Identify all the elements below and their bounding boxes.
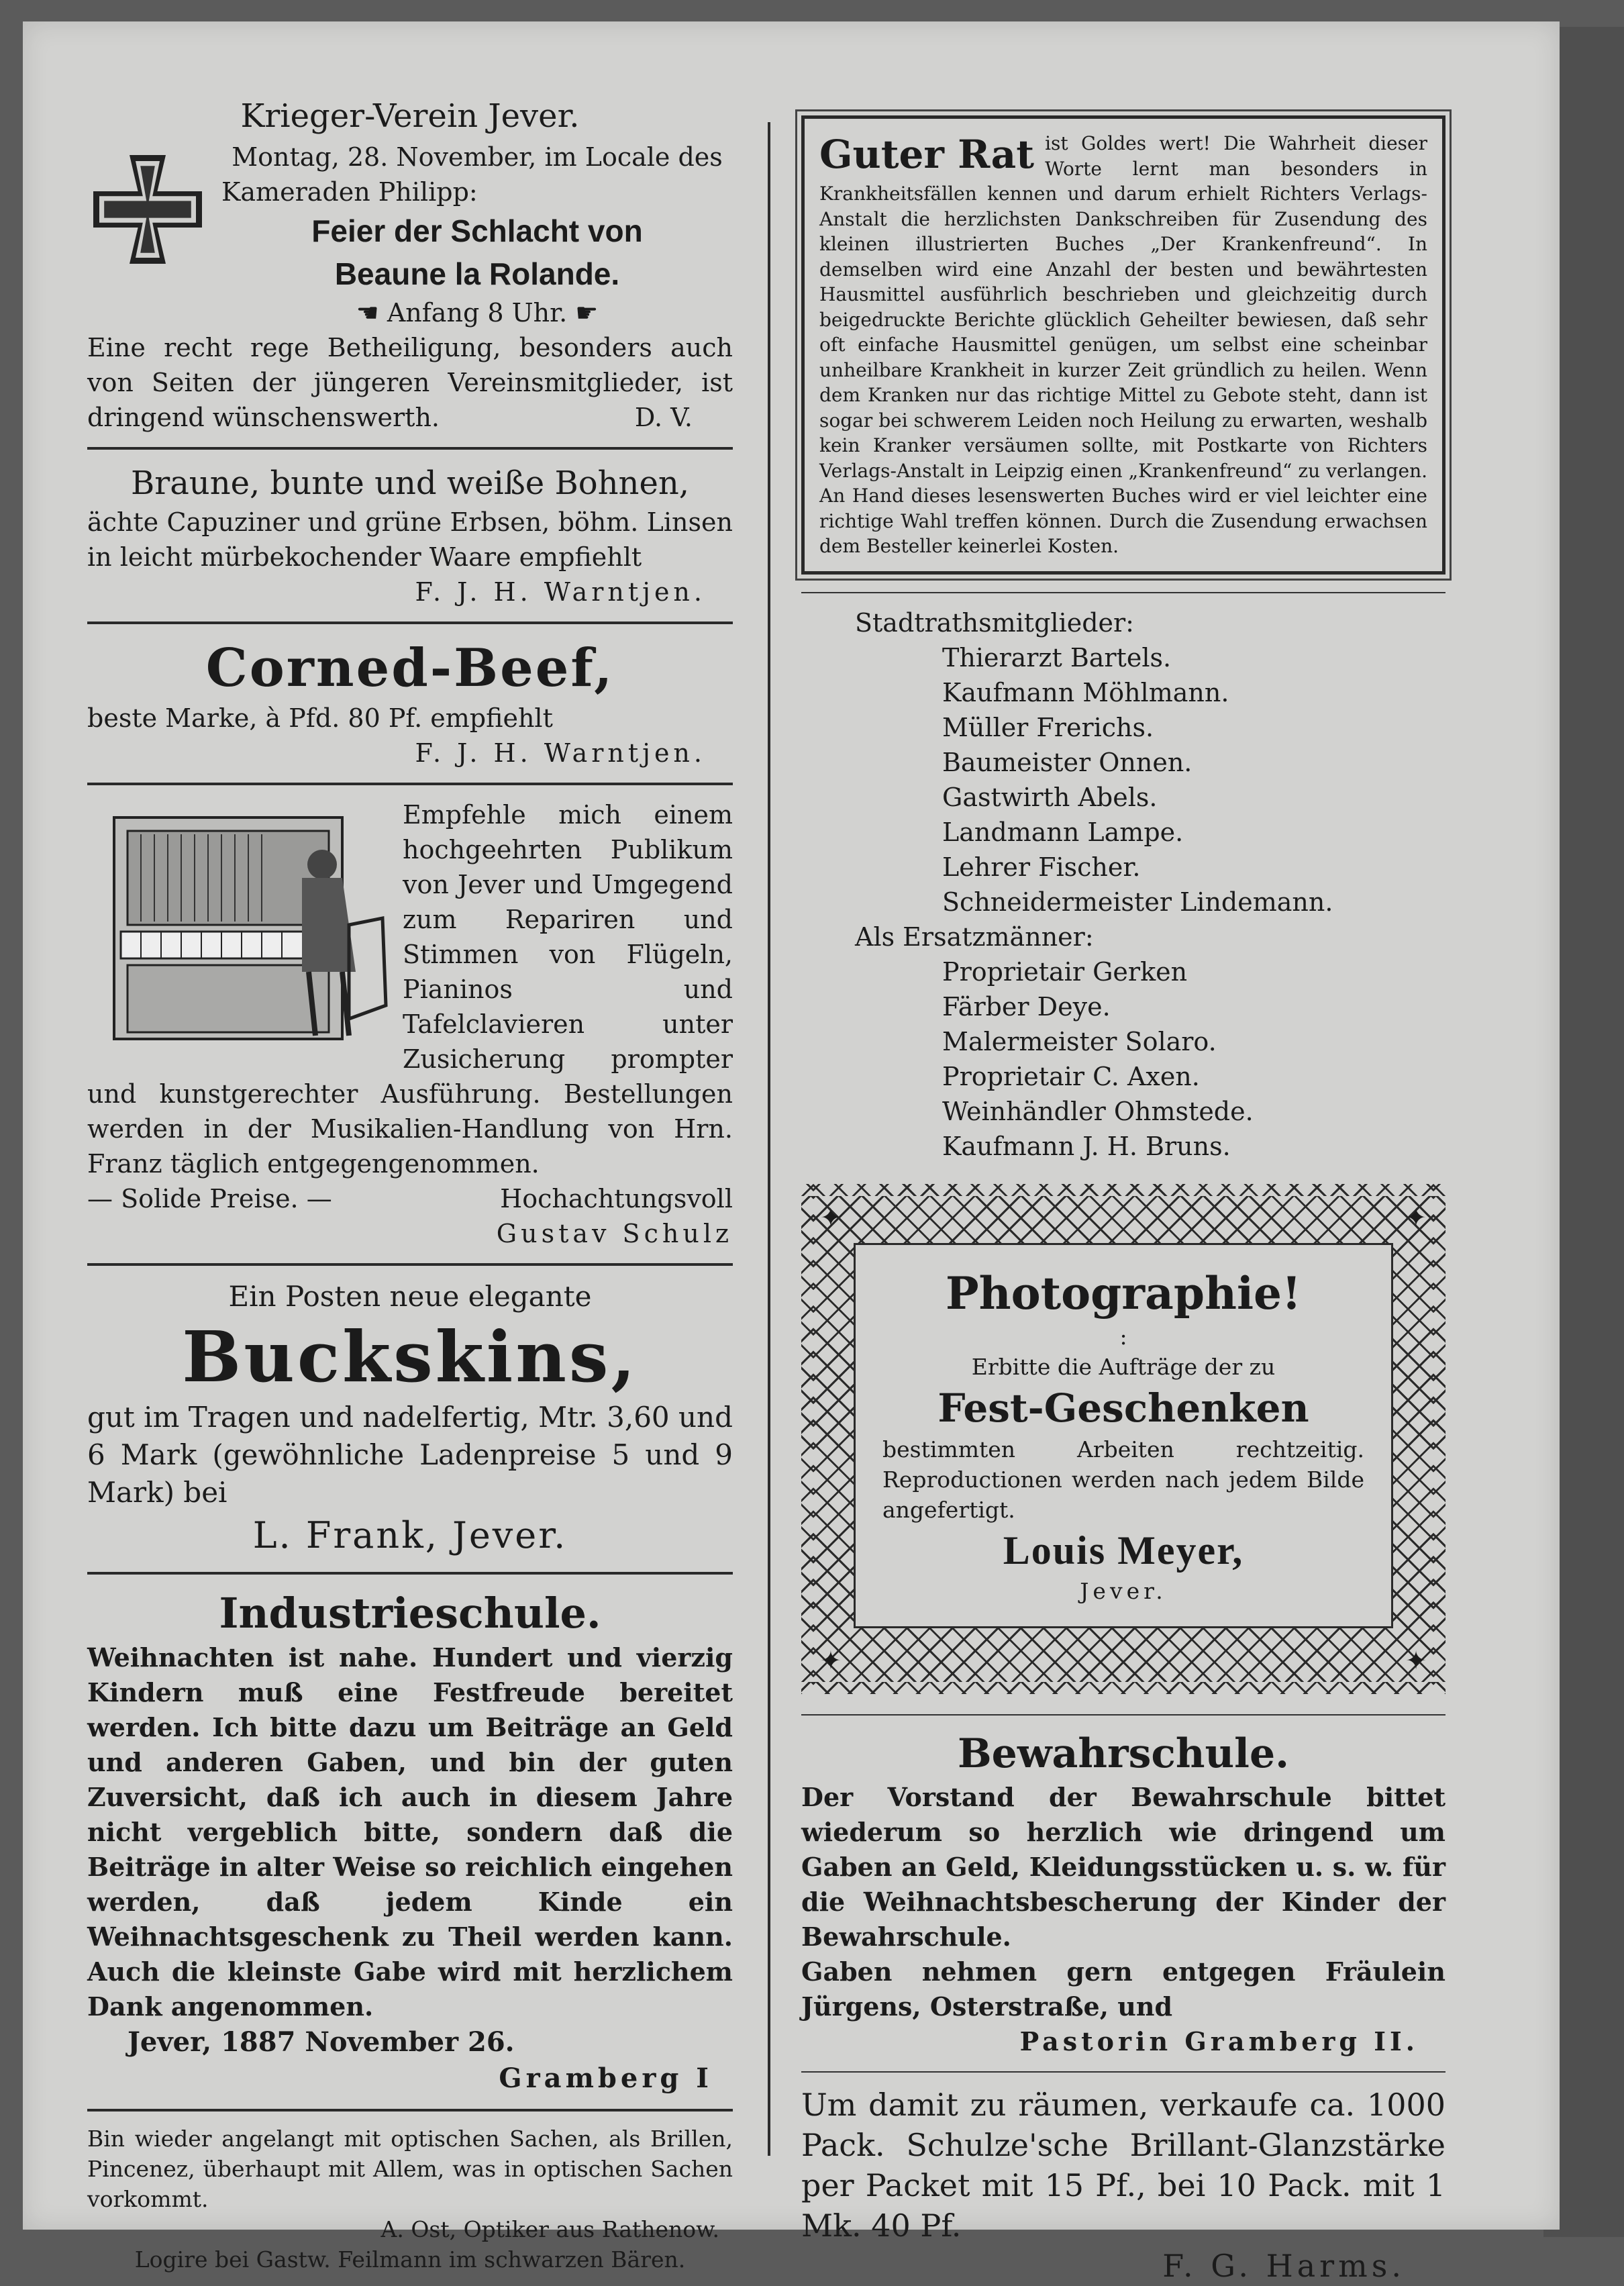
buckskins-title: Buckskins,	[182, 1315, 638, 1398]
photo-place: Jever.	[1080, 1577, 1167, 1604]
bewahr-sign: Pastorin Gramberg II.	[1019, 2026, 1419, 2056]
member-4: Baumeister Onnen.	[942, 747, 1192, 777]
industrie-date: Jever, 1887 November 26.	[128, 2026, 515, 2058]
stadtrath-list	[801, 605, 1445, 1164]
star-ornament-icon: ✦	[820, 1645, 842, 1675]
divider	[87, 1572, 733, 1575]
bewahr-title: Bewahrschule.	[957, 1730, 1290, 1777]
member-1: Thierarzt Bartels.	[942, 642, 1172, 673]
ad-optiker	[87, 2124, 733, 2275]
divider	[87, 783, 733, 785]
bewahr-body-2: Gaben nehmen gern entgegen Fräulein Jürgens, Osterstraße, und	[801, 1956, 1445, 2022]
substitute-1: Proprietair Gerken	[942, 956, 1188, 987]
piano-regards: Hochachtungsvoll	[500, 1184, 733, 1213]
optik-footer: Logire bei Gastw. Feilmann im schwarzen Bären.	[134, 2246, 686, 2273]
optik-body: Bin wieder angelangt mit optischen Sachen, als Brillen, Pincenez, überhaupt mit Allem, was in optischen Sachen vorkommt.	[87, 2126, 733, 2212]
krieger-host: Kameraden Philipp:	[221, 177, 478, 207]
krieger-date: Montag, 28. November, im Locale des	[232, 142, 723, 172]
member-6: Landmann Lampe.	[942, 817, 1184, 847]
left-column	[87, 95, 733, 2275]
divider	[801, 2071, 1445, 2073]
krieger-body: Eine recht rege Betheiligung, besonders auch von Seiten der jüngeren Vereinsmitglieder, ist dringend wünschenswerth.	[87, 333, 733, 432]
photo-sign: Louis Meyer,	[1003, 1528, 1244, 1573]
piano-body: Empfehle mich einem hochgeehrten Publikum von Jever und Umgegend zum Repariren und Stimmen von Flügeln, Pianinos und Tafelclavieren unter Zusicherung prompter und kunstgerechter Ausführung. Bestellungen werden in der Musikalien-Handlung von Hrn. Franz täglich entgegengenommen.	[87, 800, 733, 1179]
ad-corned-beef	[87, 636, 733, 771]
star-ornament-icon: ✦	[820, 1202, 842, 1232]
corned-title: Corned-Beef,	[205, 638, 615, 699]
star-ornament-icon: ✦	[1405, 1202, 1427, 1232]
corned-body: beste Marke, à Pfd. 80 Pf. empfiehlt	[87, 703, 553, 733]
krieger-start-text: Anfang 8 Uhr.	[387, 298, 568, 328]
krieger-start	[221, 295, 733, 330]
corned-sign: F. J. H. Warntjen.	[415, 738, 706, 768]
star-ornament-icon: ✦	[1405, 1645, 1427, 1675]
ad-piano-tuning	[87, 797, 733, 1251]
ad-harms	[801, 2085, 1445, 2286]
optik-sign: A. Ost, Optiker aus Rathenow.	[380, 2216, 719, 2242]
krieger-heading-1: Feier der Schlacht von	[311, 213, 643, 248]
member-5: Gastwirth Abels.	[942, 782, 1158, 812]
photo-line1: Erbitte die Aufträge der zu	[971, 1353, 1276, 1380]
stadtrath-heading: Stadtrathsmitglieder:	[855, 607, 1134, 638]
ad-industrieschule	[87, 1587, 733, 2097]
substitute-3: Malermeister Solaro.	[942, 1026, 1217, 1056]
divider	[87, 1263, 733, 1266]
bohnen-body: ächte Capuziner und grüne Erbsen, böhm. Linsen in leicht mürbekochender Waare empfiehlt	[87, 507, 733, 572]
harms-sign: F. G. Harms.	[1162, 2247, 1405, 2284]
ad-bewahrschule	[801, 1728, 1445, 2059]
iron-cross-icon	[87, 149, 208, 270]
industrie-sign: Gramberg I	[499, 2063, 713, 2094]
harms-body: Um damit zu räumen, verkaufe ca. 1000 Pack. Schulze'sche Brillant-Glanzstärke per Packet mit 15 Pf., bei 10 Pack. mit 1 Mk. 40 Pf.	[801, 2086, 1445, 2244]
divider	[87, 447, 733, 450]
bewahr-body: Der Vorstand der Bewahrschule bittet wiederum so herzlich wie dringend um Gaben an Geld, Kleidungsstücken u. s. w. für die Weihnachtsbescherung der Kinder der Bewahrschule.	[801, 1781, 1445, 1952]
ad-guter-rat	[801, 115, 1445, 575]
pointing-hand-icon: ☚	[356, 298, 387, 328]
photo-inner	[854, 1243, 1393, 1628]
divider	[87, 2109, 733, 2111]
ad-photographie	[801, 1184, 1445, 1694]
piano-tuner-illustration	[101, 804, 389, 1052]
divider	[801, 592, 1445, 593]
krieger-sign: D. V.	[634, 403, 693, 432]
substitutes-heading: Als Ersatzmänner:	[855, 922, 1094, 952]
substitute-5: Weinhändler Ohmstede.	[942, 1096, 1254, 1126]
industrie-body: Weihnachten ist nahe. Hundert und vierzig Kindern muß eine Festfreude bereitet werden. Ich bitte dazu um Beiträge an Geld und anderen Gaben, und bin der guten Zuversicht, daß ich auch in diesem Jahre nicht vergeblich bitte, sondern daß die Beiträge in alter Weise so reichlich eingehen werden, daß jedem Kinde ein Weihnachtsgeschenk zu Theil werden kann. Auch die kleinste Gabe wird mit herzlichem Dank angenommen.	[87, 1642, 733, 2022]
krieger-heading-2: Beaune la Rolande.	[334, 256, 620, 291]
photo-separator: :	[1119, 1323, 1127, 1350]
substitute-2: Färber Deye.	[942, 991, 1111, 1022]
bohnen-title: Braune, bunte und weiße Bohnen,	[130, 464, 690, 502]
photo-title: Photographie!	[946, 1266, 1301, 1320]
piano-prices: — Solide Preise. —	[87, 1184, 332, 1213]
ad-buckskins	[87, 1278, 733, 1560]
pointing-hand-icon: ☛	[567, 298, 599, 328]
newspaper-page	[23, 21, 1560, 2284]
divider	[87, 622, 733, 624]
ad-bohnen	[87, 462, 733, 609]
krieger-title: Krieger-Verein Jever.	[240, 97, 580, 135]
member-8: Schneidermeister Lindemann.	[942, 887, 1333, 917]
member-7: Lehrer Fischer.	[942, 852, 1141, 882]
buckskins-sign: L. Frank, Jever.	[252, 1514, 568, 1556]
buckskins-body: gut im Tragen und nadelfertig, Mtr. 3,60 und 6 Mark (gewöhnliche Ladenpreise 5 und 9 Mark) bei	[87, 1401, 733, 1509]
substitute-6: Kaufmann J. H. Bruns.	[942, 1131, 1231, 1161]
column-divider	[768, 122, 770, 2156]
member-2: Kaufmann Möhlmann.	[942, 677, 1229, 707]
buckskins-intro: Ein Posten neue elegante	[228, 1280, 592, 1313]
photo-body: bestimmten Arbeiten rechtzeitig. Reproductionen werden nach jedem Bilde angefertigt.	[882, 1436, 1364, 1523]
industrie-title: Industrieschule.	[219, 1589, 601, 1638]
ad-krieger-verein	[87, 95, 733, 435]
divider	[801, 1714, 1445, 1716]
bohnen-sign: F. J. H. Warntjen.	[415, 577, 706, 607]
piano-sign: Gustav Schulz	[496, 1219, 733, 1248]
substitute-4: Proprietair C. Axen.	[942, 1061, 1200, 1091]
rat-title: Guter Rat	[819, 132, 1035, 177]
photo-heading: Fest-Geschenken	[937, 1385, 1309, 1431]
member-3: Müller Frerichs.	[942, 712, 1154, 742]
rat-body: ist Goldes wert! Die Wahrheit dieser Worte lernt man besonders in Krankheitsfällen kennen und darum erhielt Richters Verlags-Anstalt die herzlichsten Dankschreiben für Zusendung des kleinen illustrierten Buches „Der Krankenfreund“. In demselben wird eine Anzahl der besten und bewährtesten Hausmittel ausführlich beschrieben und gleichzeitig durch beigedruckte Berichte glücklich Geheilter bewiesen, daß sehr oft einfache Hausmittel genügen, um selbst eine scheinbar unheilbare Krankheit in kurzer Zeit gründlich zu heilen. Wenn dem Kranken nur das richtige Mittel zu Gebote steht, dann ist sogar bei schwerem Leiden noch Heilung zu erwarten, weshalb kein Kranker versäumen sollte, mit Postkarte von Richters Verlags-Anstalt in Leipzig einen „Krankenfreund“ zu verlangen. An Hand dieses lesenswerten Buches wird er viel leichter eine richtige Wahl treffen können. Durch die Zusendung erwachsen dem Besteller keinerlei Kosten.	[819, 132, 1427, 557]
right-column	[801, 95, 1445, 2286]
